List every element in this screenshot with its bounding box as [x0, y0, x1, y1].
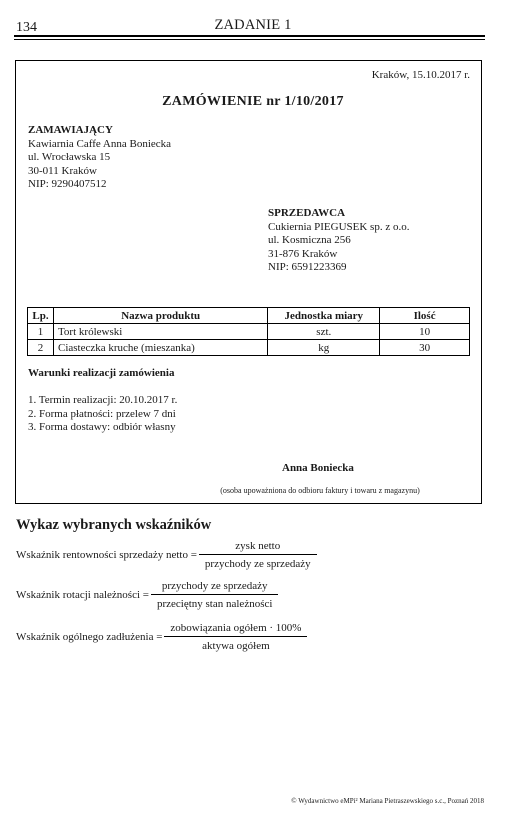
- formula-total-debt: [16, 622, 307, 652]
- formula-label: Wskaźnik rentowności sprzedaży netto =: [16, 549, 197, 561]
- list-item: 1. Termin realizacji: 20.10.2017 r.: [28, 394, 178, 406]
- signer-name: Anna Boniecka: [282, 462, 354, 474]
- seller-block: [268, 207, 409, 275]
- column-header-product: Nazwa produktu: [53, 308, 267, 324]
- seller-name: Cukiernia PIEGUSEK sp. z o.o.: [268, 220, 410, 233]
- denominator: aktywa ogółem: [202, 640, 270, 652]
- buyer-street: ul. Wrocławska 15: [28, 151, 111, 164]
- indicators-heading: Wykaz wybranych wskaźników: [16, 517, 212, 533]
- buyer-block: [28, 124, 171, 192]
- fraction: [164, 622, 307, 652]
- header-rule-thin: [14, 39, 485, 40]
- buyer-heading: ZAMAWIAJĄCY: [28, 124, 113, 136]
- buyer-nip: NIP: 9290407512: [28, 178, 107, 191]
- formula-label: Wskaźnik rotacji należności =: [16, 589, 149, 601]
- header-rule-thick: [14, 35, 485, 37]
- formula-net-sales-profitability: [16, 540, 317, 570]
- buyer-city: 30-011 Kraków: [28, 164, 97, 177]
- cell-unit: kg: [268, 340, 380, 356]
- cell-product: Tort królewski: [53, 324, 267, 340]
- formula-label: Wskaźnik ogólnego zadłużenia =: [16, 631, 163, 643]
- column-header-unit: Jednostka miary: [268, 308, 380, 324]
- table-row: [28, 340, 470, 356]
- denominator: przychody ze sprzedaży: [204, 558, 311, 570]
- order-title: ZAMÓWIENIE nr 1/10/2017: [162, 94, 344, 109]
- formula-receivables-turnover: [16, 580, 278, 610]
- cell-unit: szt.: [268, 324, 380, 340]
- list-item: 3. Forma dostawy: odbiór własny: [28, 421, 176, 434]
- seller-city: 31-876 Kraków: [268, 247, 338, 260]
- cell-quantity: 10: [380, 324, 470, 340]
- table-row: [28, 324, 470, 340]
- cell-lp: 2: [28, 340, 54, 356]
- column-header-lp: Lp.: [28, 308, 54, 324]
- numerator: zobowiązania ogółem · 100%: [170, 622, 302, 634]
- seller-heading: SPRZEDAWCA: [268, 207, 346, 219]
- order-date: Kraków, 15.10.2017 r.: [371, 69, 470, 81]
- fraction: [199, 540, 317, 570]
- list-item: 2. Forma płatności: przelew 7 dni: [28, 407, 176, 420]
- chapter-title: ZADANIE 1: [214, 17, 292, 33]
- cell-lp: 1: [28, 324, 54, 340]
- numerator: przychody ze sprzedaży: [161, 580, 268, 592]
- publisher-footer: © Wydawnictwo eMPi² Mariana Pietraszewskiego s.c., Poznań 2018: [291, 797, 484, 805]
- numerator: zysk netto: [235, 540, 281, 552]
- fraction: [151, 580, 278, 610]
- signer-note: (osoba upoważniona do odbioru faktury i towaru z magazynu): [220, 486, 420, 495]
- cell-quantity: 30: [380, 340, 470, 356]
- seller-nip: NIP: 6591223369: [268, 261, 347, 274]
- seller-street: ul. Kosmiczna 256: [268, 234, 351, 247]
- terms-list: [28, 394, 177, 435]
- table-header-row: [28, 308, 470, 324]
- terms-heading: Warunki realizacji zamówienia: [28, 367, 175, 379]
- page-number: 134: [16, 20, 37, 35]
- column-header-quantity: Ilość: [380, 308, 470, 324]
- buyer-name: Kawiarnia Caffe Anna Boniecka: [28, 137, 172, 150]
- cell-product: Ciasteczka kruche (mieszanka): [53, 340, 267, 356]
- order-items-table: [27, 307, 470, 356]
- denominator: przeciętny stan należności: [156, 598, 273, 610]
